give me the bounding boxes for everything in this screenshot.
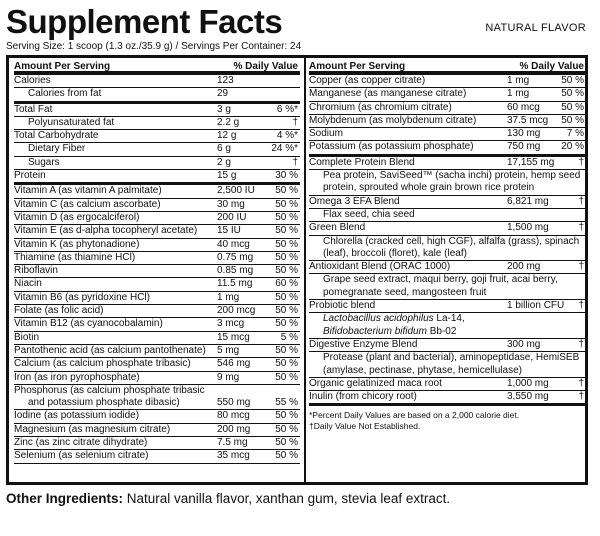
- nutrient-row: [14, 239, 300, 252]
- nutrient-daily-value: 50 %: [561, 114, 584, 126]
- nutrient-row: [14, 130, 300, 143]
- nutrient-name: Calcium (as calcium phosphate tribasic): [14, 358, 191, 370]
- nutrient-name: Sugars: [28, 156, 60, 168]
- nutrient-daily-value: 50 %: [275, 423, 298, 435]
- blend-name: Complete Protein Blend: [309, 156, 415, 168]
- blend-amount: 1 billion CFU: [507, 300, 565, 312]
- nutrient-name: Vitamin K (as phytonadione): [14, 238, 140, 250]
- nutrient-daily-value: 50 %: [275, 238, 298, 250]
- nutrient-amount: 750 mg: [507, 141, 541, 153]
- blend-ingredients-text: Protease (plant and bacterial), aminopeptidase, HemiSEB (amylase, pectinase, phytase, hemicellulase): [323, 352, 580, 376]
- nutrient-row: [14, 104, 300, 117]
- nutrient-name: Vitamin E (as d-alpha tocopheryl acetate): [14, 225, 198, 237]
- right-column: [309, 58, 586, 432]
- nutrient-name: Phosphorus (as calcium phosphate tribasic: [14, 384, 205, 396]
- other-ingredients-text: Natural vanilla flavor, xanthan gum, stevia leaf extract.: [123, 491, 451, 506]
- nutrient-row: [309, 141, 586, 156]
- blend-daily-value: †: [578, 222, 584, 234]
- nutrient-name: Pantothenic acid (as calcium pantothenate): [14, 344, 206, 356]
- blend-row: [309, 391, 586, 406]
- nutrient-row: [309, 115, 586, 128]
- blend-amount: 17,155 mg: [507, 156, 555, 168]
- nutrient-row: [14, 252, 300, 265]
- amount-per-serving-heading: Amount Per Serving: [14, 61, 111, 72]
- nutrient-daily-value: 30 %: [275, 170, 298, 182]
- blend-name: Green Blend: [309, 222, 366, 234]
- nutrient-row: [14, 278, 300, 291]
- blend-ingredients-text: Pea protein, SaviSeed™ (sacha inchi) protein, hemp seed protein, sprouted whole grain brown rice protein: [323, 170, 581, 194]
- blend-row: [309, 261, 586, 274]
- nutrient-daily-value: 50 %: [275, 344, 298, 356]
- amount-per-serving-heading: Amount Per Serving: [309, 61, 406, 72]
- nutrient-name: Magnesium (as magnesium citrate): [14, 423, 171, 435]
- blend-ingredients: [309, 352, 586, 378]
- footnote-daily-values: *Percent Daily Values are based on a 2,000 calorie diet.: [309, 410, 520, 421]
- nutrient-amount: 30 mg: [217, 198, 245, 210]
- nutrient-row: [14, 410, 300, 423]
- nutrient-name: Thiamine (as thiamine HCl): [14, 251, 136, 263]
- nutrient-name: Biotin: [14, 331, 40, 343]
- nutrient-row: [14, 358, 300, 371]
- nutrient-daily-value: 50 %: [275, 358, 298, 370]
- nutrient-row: [14, 199, 300, 212]
- nutrient-name: Calories: [14, 75, 51, 86]
- nutrient-name: Vitamin A (as vitamin A palmitate): [14, 185, 162, 197]
- nutrient-daily-value: 50 %: [275, 185, 298, 197]
- nutrient-daily-value: 6 %*: [276, 103, 298, 115]
- nutrient-name: Protein: [14, 170, 46, 182]
- blend-ingredients: [309, 170, 586, 196]
- nutrient-name: Dietary Fiber: [28, 143, 86, 155]
- blend-daily-value: †: [578, 377, 584, 389]
- nutrient-daily-value: 50 %: [561, 101, 584, 113]
- blend-amount: 200 mg: [507, 261, 541, 273]
- blend-ingredients: [309, 274, 586, 300]
- nutrient-daily-value: 5 %: [280, 331, 298, 343]
- nutrient-amount: 1 mg: [217, 291, 240, 303]
- serving-info: Serving Size: 1 scoop (1.3 oz./35.9 g) / Servings Per Container: 24: [6, 41, 302, 52]
- nutrient-amount: 200 mg: [217, 423, 251, 435]
- blend-name: Antioxidant Blend (ORAC 1000): [309, 261, 451, 273]
- nutrient-row: [14, 305, 300, 318]
- blend-daily-value: †: [578, 391, 584, 403]
- blend-amount: 1,000 mg: [507, 377, 549, 389]
- left-column-header: [14, 60, 300, 75]
- nutrient-row: [14, 345, 300, 358]
- panel-title: Supplement Facts: [6, 3, 283, 40]
- nutrient-daily-value: 60 %: [275, 278, 298, 290]
- nutrient-name: Vitamin B12 (as cyanocobalamin): [14, 318, 163, 330]
- nutrient-amount: 3 mcg: [217, 318, 245, 330]
- nutrient-daily-value: 55 %: [275, 397, 298, 409]
- nutrient-amount: 3 g: [217, 103, 231, 115]
- nutrient-daily-value: 24 %*: [271, 143, 298, 155]
- nutrient-daily-value: 50 %: [275, 225, 298, 237]
- nutrient-row: [14, 212, 300, 225]
- nutrient-name: Vitamin B6 (as pyridoxine HCl): [14, 291, 150, 303]
- nutrient-row: [14, 372, 300, 385]
- nutrient-row: [14, 332, 300, 345]
- blend-ingredients-line: [323, 313, 586, 325]
- blend-amount: 3,550 mg: [507, 391, 549, 403]
- nutrient-row: [309, 75, 586, 88]
- nutrient-amount: 29: [217, 88, 229, 100]
- nutrient-amount: 0.85 mg: [217, 265, 254, 277]
- nutrient-amount: 7.5 mg: [217, 437, 248, 449]
- nutrient-daily-value: 7 %: [566, 128, 584, 140]
- nutrient-amount: 35 mcg: [217, 450, 250, 462]
- nutrient-name: Vitamin D (as ergocalciferol): [14, 211, 140, 223]
- nutrient-amount: 2 g: [217, 156, 231, 168]
- nutrient-amount: 130 mg: [507, 128, 541, 140]
- nutrient-row: [14, 292, 300, 305]
- nutrient-amount: 80 mcg: [217, 410, 250, 422]
- nutrient-daily-value: 50 %: [561, 75, 584, 86]
- flavor-label: NATURAL FLAVOR: [485, 22, 586, 34]
- blend-ingredients: [309, 236, 586, 262]
- blend-amount: 6,821 mg: [507, 195, 549, 207]
- nutrient-name: Total Fat: [14, 103, 53, 115]
- blend-daily-value: †: [578, 195, 584, 207]
- blend-row: [309, 378, 586, 391]
- nutrient-amount: 40 mcg: [217, 238, 250, 250]
- nutrient-row: [14, 75, 300, 88]
- nutrient-row: [14, 450, 300, 463]
- other-ingredients-label: Other Ingredients:: [6, 491, 124, 506]
- blend-name: Organic gelatinized maca root: [309, 377, 442, 389]
- nutrient-daily-value: 50 %: [275, 450, 298, 462]
- nutrient-name: Calories from fat: [28, 88, 102, 100]
- nutrient-daily-value: 50 %: [275, 437, 298, 449]
- nutrient-name: Manganese (as manganese citrate): [309, 88, 467, 100]
- blend-daily-value: †: [578, 300, 584, 312]
- nutrient-amount: 6 g: [217, 143, 231, 155]
- nutrient-amount: 37.5 mcg: [507, 114, 549, 126]
- nutrient-name: Sodium: [309, 128, 343, 140]
- probiotic-strain-code: La-14,: [433, 313, 465, 325]
- blend-ingredients: [309, 313, 586, 339]
- nutrient-row: [14, 117, 300, 130]
- nutrient-amount: 5 mg: [217, 344, 240, 356]
- nutrient-name-cont: and potassium phosphate dibasic): [28, 397, 180, 409]
- nutrient-name: Total Carbohydrate: [14, 130, 99, 142]
- nutrient-amount: 2.2 g: [217, 116, 240, 128]
- nutrient-daily-value: 50 %: [275, 305, 298, 317]
- nutrient-name: Molybdenum (as molybdenum citrate): [309, 114, 477, 126]
- nutrient-amount: 11.5 mg: [217, 278, 253, 290]
- nutrient-row: [309, 102, 586, 115]
- facts-table: [6, 55, 588, 485]
- blend-daily-value: †: [578, 338, 584, 350]
- nutrient-amount: 550 mg: [217, 397, 251, 409]
- left-column: [14, 58, 300, 464]
- nutrient-row: [14, 225, 300, 238]
- nutrient-row: [14, 157, 300, 170]
- nutrient-daily-value: 50 %: [275, 211, 298, 223]
- nutrient-daily-value: 4 %*: [276, 130, 298, 142]
- nutrient-amount: 15 mcg: [217, 331, 250, 343]
- nutrient-daily-value: 20 %: [561, 141, 584, 153]
- nutrient-amount: 9 mg: [217, 371, 240, 383]
- nutrient-amount: 200 mcg: [217, 305, 256, 317]
- nutrient-row: [14, 424, 300, 437]
- probiotic-strain-name: Bifidobacterium bifidum: [323, 325, 427, 337]
- blend-row: [309, 339, 586, 352]
- blend-row: [309, 196, 586, 209]
- blend-amount: 1,500 mg: [507, 222, 549, 234]
- nutrient-name: Chromium (as chromium citrate): [309, 101, 452, 113]
- blend-name: Inulin (from chicory root): [309, 391, 417, 403]
- other-ingredients: [6, 491, 450, 506]
- nutrient-daily-value: 50 %: [275, 198, 298, 210]
- nutrient-amount: 0.75 mg: [217, 251, 254, 263]
- nutrient-amount: 2,500 IU: [217, 185, 255, 197]
- blend-amount: 300 mg: [507, 338, 541, 350]
- nutrient-amount: 546 mg: [217, 358, 251, 370]
- nutrient-row: [309, 128, 586, 141]
- nutrient-daily-value: 50 %: [275, 251, 298, 263]
- nutrient-name: Copper (as copper citrate): [309, 75, 426, 86]
- nutrient-daily-value: 50 %: [275, 371, 298, 383]
- nutrient-daily-value: †: [292, 156, 298, 168]
- nutrient-amount: 12 g: [217, 130, 237, 142]
- nutrient-name: Potassium (as potassium phosphate): [309, 141, 474, 153]
- nutrient-amount: 60 mcg: [507, 101, 540, 113]
- nutrient-daily-value: 50 %: [275, 410, 298, 422]
- nutrient-row: [14, 437, 300, 450]
- nutrient-amount: 1 mg: [507, 75, 530, 86]
- nutrient-row: [14, 143, 300, 156]
- nutrient-row: [14, 385, 300, 411]
- nutrient-row: [14, 88, 300, 103]
- daily-value-heading: % Daily Value: [233, 61, 298, 72]
- nutrient-name: Vitamin C (as calcium ascorbate): [14, 198, 161, 210]
- nutrient-name: Iron (as iron pyrophosphate): [14, 371, 140, 383]
- column-divider: [304, 58, 306, 482]
- blend-ingredients-text: Chlorella (cracked cell, high CGF), alfalfa (grass), spinach (leaf), broccoli (floret), kale (leaf): [323, 235, 580, 259]
- right-column-header: [309, 60, 586, 75]
- blend-row: [309, 300, 586, 313]
- nutrient-name: Folate (as folic acid): [14, 305, 104, 317]
- nutrient-row: [14, 318, 300, 331]
- nutrient-amount: 15 g: [217, 170, 237, 182]
- nutrient-daily-value: †: [292, 116, 298, 128]
- blend-ingredients-text: Flax seed, chia seed: [323, 208, 415, 220]
- nutrient-name: Niacin: [14, 278, 42, 290]
- nutrient-row: [309, 88, 586, 101]
- nutrient-daily-value: 50 %: [275, 318, 298, 330]
- nutrient-amount: 15 IU: [217, 225, 241, 237]
- footnote-not-established: †Daily Value Not Established.: [309, 421, 421, 432]
- nutrient-amount: 1 mg: [507, 88, 530, 100]
- probiotic-strain-code: Bb-02: [426, 325, 457, 337]
- blend-daily-value: †: [578, 261, 584, 273]
- blend-ingredients: [309, 209, 586, 222]
- daily-value-heading: % Daily Value: [519, 61, 584, 72]
- nutrient-amount: 123: [217, 75, 234, 86]
- blend-row: [309, 157, 586, 170]
- nutrient-amount: 200 IU: [217, 211, 247, 223]
- nutrient-row: [14, 265, 300, 278]
- footnotes: [309, 410, 586, 432]
- nutrient-name: Iodine (as potassium iodide): [14, 410, 140, 422]
- probiotic-strain-name: Lactobacillus acidophilus: [323, 313, 434, 325]
- nutrient-row: [14, 170, 300, 185]
- blend-ingredients-text: Grape seed extract, maqui berry, goji fruit, acai berry, pomegranate seed, mangosteen fruit: [323, 274, 558, 298]
- blend-row: [309, 222, 586, 235]
- blend-name: Probiotic blend: [309, 300, 376, 312]
- nutrient-row: [14, 185, 300, 198]
- nutrient-name: Zinc (as zinc citrate dihydrate): [14, 437, 148, 449]
- nutrient-daily-value: 50 %: [275, 265, 298, 277]
- blend-daily-value: †: [578, 156, 584, 168]
- blend-name: Digestive Enzyme Blend: [309, 338, 418, 350]
- blend-name: Omega 3 EFA Blend: [309, 195, 400, 207]
- nutrient-daily-value: 50 %: [561, 88, 584, 100]
- nutrient-name: Polyunsaturated fat: [28, 116, 115, 128]
- blend-ingredients-line: [323, 326, 586, 338]
- nutrient-name: Riboflavin: [14, 265, 58, 277]
- nutrient-daily-value: 50 %: [275, 291, 298, 303]
- nutrient-name: Selenium (as selenium citrate): [14, 450, 149, 462]
